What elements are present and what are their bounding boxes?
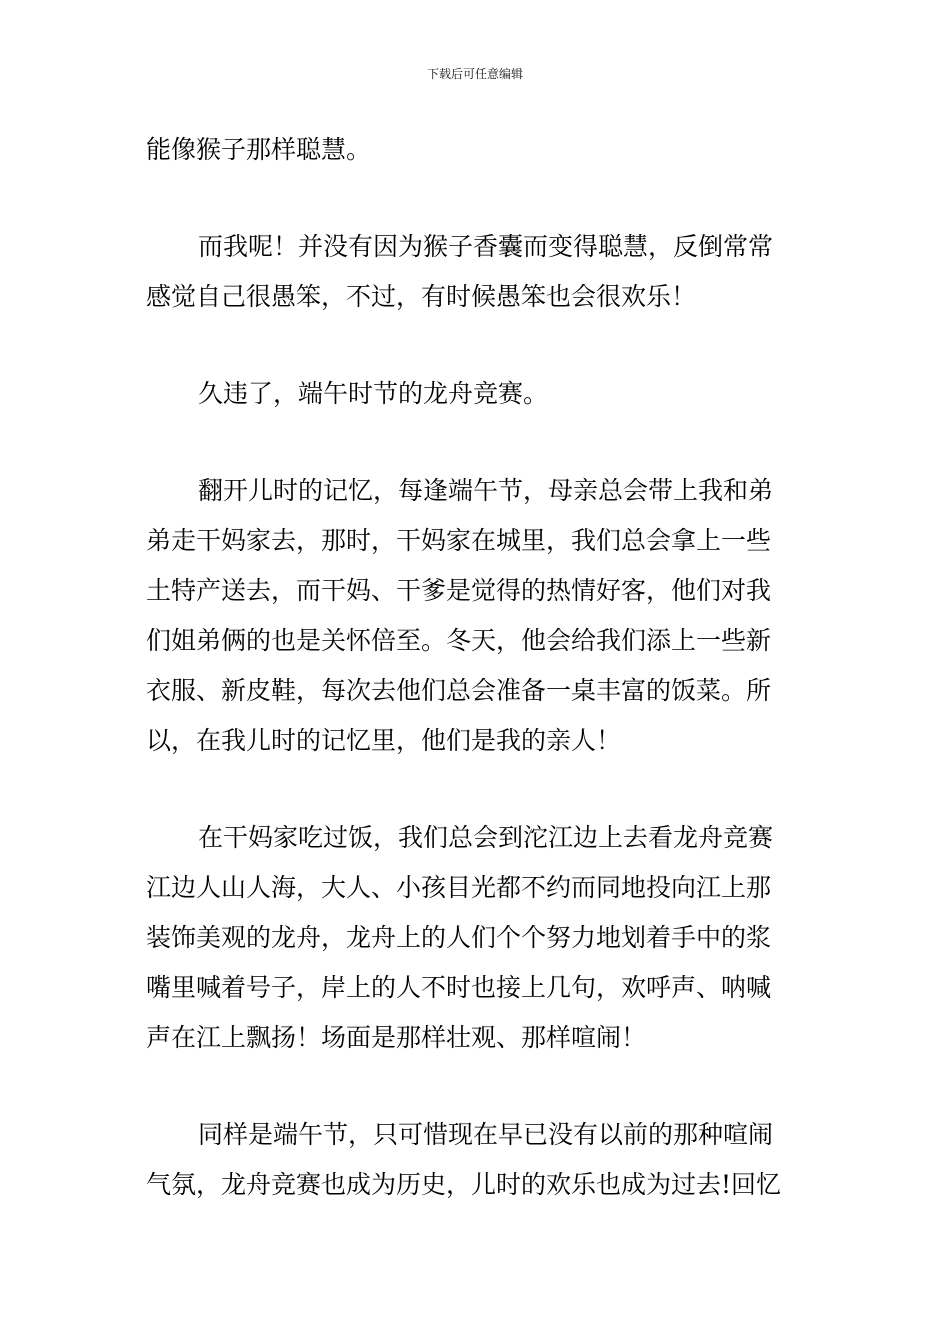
paragraph-5 [146,813,806,1063]
paragraph-1 [146,125,806,175]
text-line: 在干妈家吃过饭，我们总会到沱江边上去看龙舟竞赛 [198,823,774,852]
paragraph-2 [146,222,806,322]
page-header: 下载后可任意编辑 [426,67,523,81]
text-line: 能像猴子那样聪慧。 [146,135,372,164]
text-line: 以，在我儿时的记忆里，他们是我的亲人！ [146,726,622,755]
text-line: 们姐弟俩的也是关怀倍至。冬天，他会给我们添上一些新 [146,626,772,655]
paragraph-4 [146,466,806,766]
text-line: 嘴里喊着号子，岸上的人不时也接上几句，欢呼声、呐喊 [146,973,772,1002]
text-line: 气氛，龙舟竞赛也成为历史，儿时的欢乐也成为过去!回忆 [146,1170,782,1199]
text-line: 土特产送去，而干妈、干爹是觉得的热情好客，他们对我 [146,576,772,605]
text-line: 而我呢！并没有因为猴子香囊而变得聪慧，反倒常常 [198,232,774,261]
text-line: 翻开儿时的记忆，每逢端午节，母亲总会带上我和弟 [198,476,774,505]
paragraph-3 [146,369,806,419]
document-body [146,125,806,1257]
text-line: 衣服、新皮鞋，每次去他们总会准备一桌丰富的饭菜。所 [146,676,772,705]
text-line: 江边人山人海，大人、小孩目光都不约而同地投向江上那 [146,873,772,902]
text-line: 装饰美观的龙舟，龙舟上的人们个个努力地划着手中的浆 [146,923,772,952]
text-line: 同样是端午节，只可惜现在早已没有以前的那种喧闹 [198,1120,774,1149]
text-line: 久违了，端午时节的龙舟竞赛。 [198,379,549,408]
paragraph-6 [146,1110,806,1210]
text-line: 弟走干妈家去，那时，干妈家在城里，我们总会拿上一些 [146,526,772,555]
text-line: 感觉自己很愚笨，不过，有时候愚笨也会很欢乐！ [146,282,697,311]
text-line: 声在江上飘扬！场面是那样壮观、那样喧闹！ [146,1023,647,1052]
